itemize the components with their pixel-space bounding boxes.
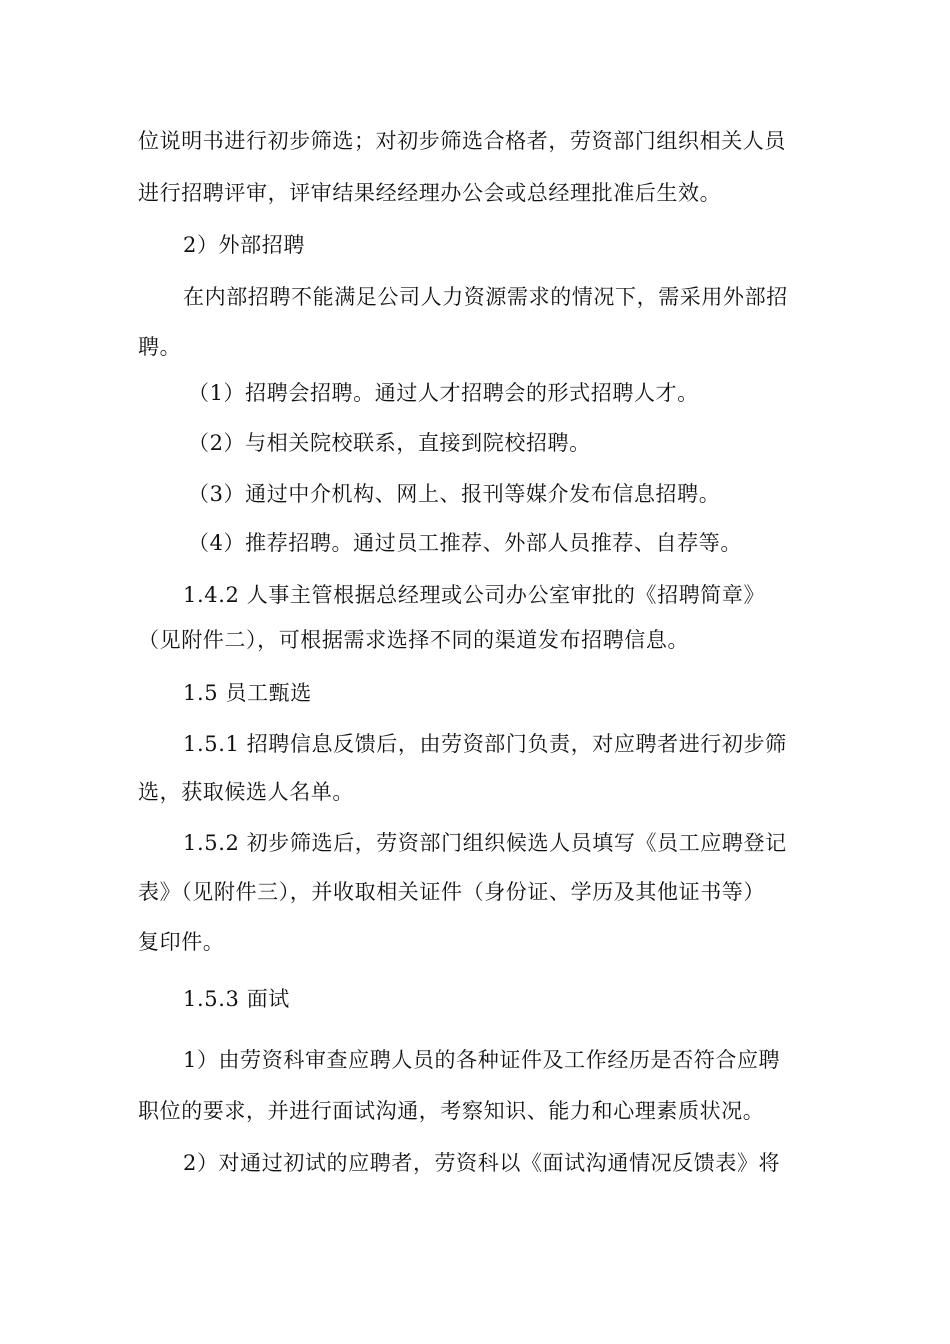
paragraph-line: 1.5.2 初步筛选后，劳资部门组织候选人员填写《员工应聘登记 <box>183 831 787 855</box>
paragraph-line: 选，获取候选人名单。 <box>138 780 354 804</box>
list-item: （3）通过中介机构、网上、报刊等媒介发布信息招聘。 <box>188 482 721 506</box>
paragraph-line: （见附件二），可根据需求选择不同的渠道发布招聘信息。 <box>138 628 690 652</box>
paragraph-line: 1.5.1 招聘信息反馈后，由劳资部门负责，对应聘者进行初步筛 <box>183 732 787 756</box>
paragraph-line: 聘。 <box>138 335 182 359</box>
list-item: （2）与相关院校联系，直接到院校招聘。 <box>188 431 591 455</box>
section-heading: 2）外部招聘 <box>183 233 305 257</box>
paragraph-line: 位说明书进行初步筛选；对初步筛选合格者，劳资部门组织相关人员 <box>138 129 786 153</box>
paragraph-line: 表》（见附件三），并收取相关证件（身份证、学历及其他证书等） <box>138 880 765 904</box>
paragraph-line: 1.4.2 人事主管根据总经理或公司办公室审批的《招聘简章》 <box>183 583 766 607</box>
paragraph-line: 1）由劳资科审查应聘人员的各种证件及工作经历是否符合应聘 <box>183 1048 781 1072</box>
paragraph-line: 进行招聘评审，评审结果经经理办公会或总经理批准后生效。 <box>138 181 722 205</box>
section-heading: 1.5.3 面试 <box>183 987 290 1011</box>
section-heading: 1.5 员工甄选 <box>183 681 312 705</box>
paragraph-line: 在内部招聘不能满足公司人力资源需求的情况下，需采用外部招 <box>183 285 788 309</box>
paragraph-line: 职位的要求，并进行面试沟通，考察知识、能力和心理素质状况。 <box>138 1099 765 1123</box>
list-item: （1）招聘会招聘。通过人才招聘会的形式招聘人才。 <box>188 381 699 405</box>
list-item: （4）推荐招聘。通过员工推荐、外部人员推荐、自荐等。 <box>188 531 742 555</box>
paragraph-line: 2）对通过初试的应聘者，劳资科以《面试沟通情况反馈表》将 <box>183 1151 781 1175</box>
paragraph-line: 复印件。 <box>138 930 225 954</box>
